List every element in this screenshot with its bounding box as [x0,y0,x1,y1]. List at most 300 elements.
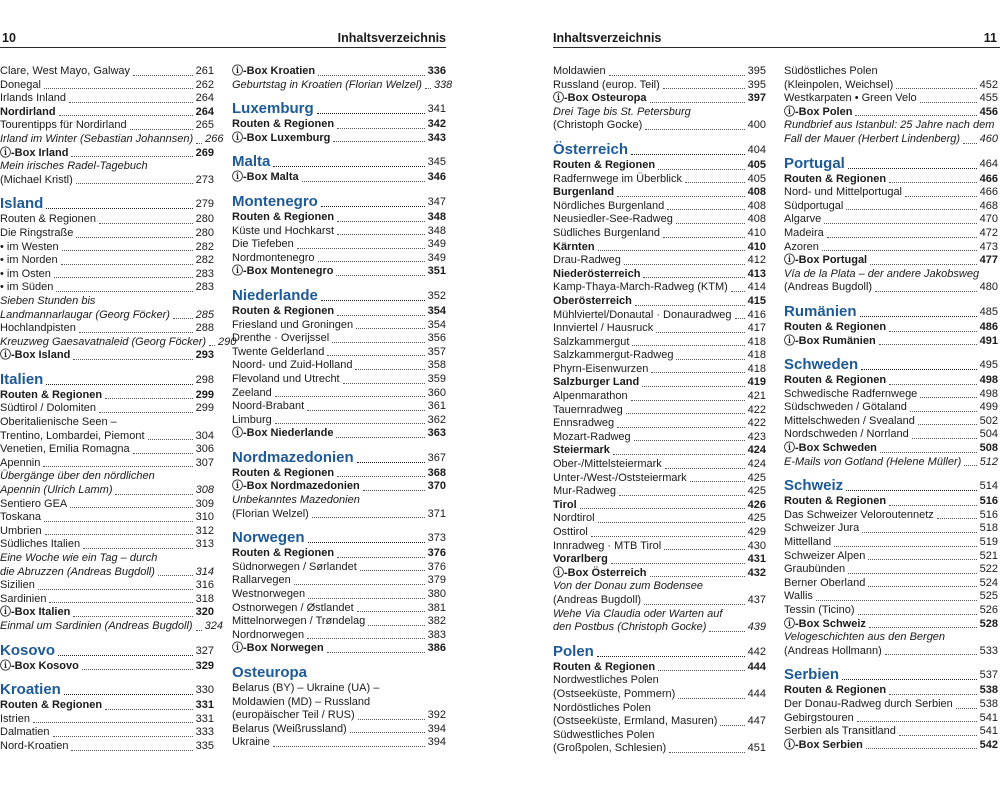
toc-entry-title: Luxemburg [232,100,314,118]
toc-entry-title: Mur-Radweg [553,485,616,498]
toc-entry-page-number: 346 [427,171,446,184]
toc-entry-page-number: 352 [427,289,446,302]
toc-entry-title: Island [0,195,44,213]
toc-entry-page-number: 508 [979,442,998,455]
toc-entry [784,388,998,402]
toc-entry-page-number: 262 [195,78,214,91]
toc-entry-page-number: 424 [747,444,766,457]
toc-entry-title: • im Süden [0,281,54,294]
toc-entry [553,241,766,255]
toc-entry [784,200,998,214]
dot-leader [294,584,425,585]
toc-entry-title: Malta [232,153,271,171]
dot-leader [870,264,977,265]
toc-entry [784,684,998,698]
toc-entry-page-number: 342 [427,118,446,131]
dot-leader [842,679,977,680]
toc-entry-page-number: 360 [427,386,446,399]
dot-leader [889,384,977,385]
toc-section-heading [232,529,446,547]
toc-entry [553,621,766,635]
toc-entry-title: Osttirol [553,526,588,538]
toc-entry-page-number: 424 [747,458,766,471]
toc-entry-page-number: 280 [195,226,214,239]
toc-entry [784,428,998,442]
dot-leader [360,570,425,571]
dot-leader [650,102,745,103]
toc-entry [784,631,998,645]
dot-leader [956,708,977,709]
toc-entry [553,485,766,499]
toc-entry-title: Nord-Kroatien [0,739,69,752]
toc-entry-title: Nordöstliches Polen [553,701,651,714]
toc-entry [553,594,766,608]
toc-entry-title: Sieben Stunden bis [0,294,96,307]
dot-leader [658,169,745,170]
toc-section-heading [553,141,766,159]
toc-entry-page-number: 418 [747,349,766,362]
dot-leader [337,315,425,316]
toc-entry-title: Südöstliches Polen [784,65,878,77]
dot-leader [336,275,424,276]
toc-entry-page-number: 397 [747,92,766,105]
toc-entry-page-number: 280 [195,213,214,226]
toc-entry [0,726,214,740]
toc-entry-page-number: 541 [979,725,998,738]
toc-entry-page-number: 408 [747,213,766,226]
dot-leader [297,248,425,249]
toc-entry [0,699,214,713]
dot-leader [899,735,977,736]
toc-entry-page-number: 382 [427,615,446,628]
toc-entry [784,227,998,241]
toc-section-heading [232,153,446,171]
toc-entry [784,173,998,187]
toc-entry [232,723,446,737]
toc-entry-title: ⓘ-Box Norwegen [232,642,324,655]
toc-entry-title: ⓘ-Box Montenegro [232,265,334,278]
toc-entry [0,241,214,255]
toc-entry [784,645,998,659]
dot-leader [667,209,744,210]
dot-leader [709,631,744,632]
dot-leader [45,534,193,535]
toc-section-heading [553,643,766,661]
toc-section-heading [784,356,998,374]
toc-entry-page-number: 437 [747,593,766,606]
toc-entry-title: ⓘ-Box Kosovo [0,659,79,672]
toc-entry [553,417,766,431]
toc-entry [0,79,214,93]
toc-entry [232,494,446,508]
toc-entry-page-number: 282 [195,240,214,253]
toc-entry-title: Mittelland [784,536,832,549]
toc-entry [553,390,766,404]
dot-leader [308,542,425,543]
dot-leader [43,466,192,467]
toc-entry-page-number: 417 [747,322,766,335]
toc-entry-page-number: 466 [979,172,998,185]
dot-leader [609,75,745,76]
dot-leader [875,291,977,292]
toc-entry [553,173,766,187]
dot-leader [631,400,745,401]
toc-entry-title: Algarve [784,213,822,226]
toc-entry-title: ⓘ-Box Österreich [553,566,647,579]
toc-entry [784,321,998,335]
toc-entry-title: Nördliches Burgenland [553,199,665,212]
toc-entry-title: Limburg [232,413,272,426]
toc-column-3 [553,65,766,756]
toc-entry-page-number: 356 [427,332,446,345]
toc-entry [0,309,214,323]
dot-leader [158,575,193,576]
toc-entry-page-number: 354 [427,304,446,317]
toc-entry-page-number: 314 [195,565,214,578]
toc-entry-title: ⓘ-Box Schweden [784,442,877,455]
toc-entry-page-number: 538 [979,697,998,710]
toc-entry-title: den Postbus (Christoph Gocke) [553,621,707,634]
toc-entry-page-number: 299 [195,388,214,401]
dot-leader [866,748,977,749]
toc-entry-title: Alpenmarathon [553,390,628,403]
toc-entry [0,389,214,403]
dot-leader [105,709,193,710]
toc-entry-title: Tessin (Ticino) [784,604,855,616]
toc-entry [553,65,766,79]
toc-entry [232,629,446,643]
toc-entry-page-number: 349 [427,251,446,264]
dot-leader [73,359,192,360]
toc-entry [553,608,766,622]
dot-leader [336,437,424,438]
dot-leader [71,156,192,157]
dot-leader [597,656,745,657]
toc-entry-page-number: 518 [979,522,998,535]
toc-entry [784,577,998,591]
toc-entry [784,254,998,268]
toc-entry-page-number: 429 [747,526,766,538]
dot-leader [896,88,976,89]
dot-leader [61,264,193,265]
dot-leader [678,698,744,699]
toc-entry [0,106,214,120]
toc-entry-title: Graubünden [784,563,846,576]
toc-entry [784,241,998,255]
toc-entry-title: Neusiedler-See-Radweg [553,213,673,226]
toc-section-heading [232,193,446,211]
toc-entry [0,65,214,79]
toc-entry [553,580,766,594]
toc-entry-title: Südschweden / Götaland [784,401,907,414]
toc-entry-title: Belarus (BY) – Ukraine (UA) – [232,682,380,694]
toc-entry-title: ⓘ-Box Rumänien [784,334,876,347]
toc-entry [0,402,214,416]
toc-entry-page-number: 338 [433,78,453,91]
toc-entry-title: Kreuzweg Gaesavatnaleid (Georg Föcker) [0,335,207,348]
dot-leader [59,115,193,116]
dot-leader [611,563,745,564]
toc-entry [232,211,446,225]
toc-entry-title: Rumänien [784,302,857,320]
toc-entry-page-number: 357 [427,345,446,358]
toc-entry-page-number: 442 [747,645,766,658]
toc-entry-title: Mittelschweden / Svealand [784,414,915,427]
toc-entry [784,550,998,564]
toc-entry-title: Serbien [784,666,840,684]
toc-entry-page-number: 512 [979,455,998,468]
toc-section-heading [0,195,214,213]
toc-entry [553,186,766,200]
dot-leader [307,410,424,411]
dot-leader [83,548,193,549]
toc-entry [784,281,998,295]
dot-leader [321,300,425,301]
toc-entry [232,265,446,279]
dot-leader [318,261,425,262]
toc-entry-title: Ostnorwegen / Østlandet [232,601,354,614]
toc-entry-title: Osteuropa [232,664,308,681]
toc-entry-title: Drau-Radweg [553,254,621,267]
dot-leader [343,383,425,384]
toc-entry-page-number: 283 [195,267,214,280]
toc-entry-title: Gebirgstouren [784,711,854,724]
toc-entry-title: Die Ringstraße [0,226,74,239]
dot-leader [827,237,977,238]
toc-entry [553,444,766,458]
toc-entry-title: Küste und Hochkarst [232,224,335,237]
dot-leader [848,573,976,574]
toc-entry-title: Kamp-Thaya-March-Radweg (KTM) [553,281,728,294]
dot-leader [312,517,425,518]
toc-entry-page-number: 419 [747,376,766,389]
toc-entry [0,335,237,350]
toc-entry-page-number: 519 [979,536,998,549]
left-running-title: Inhaltsverzeichnis [337,31,446,45]
dot-leader [885,654,977,655]
toc-entry-page-number: 290 [218,335,237,348]
toc-entry [0,416,214,430]
toc-entry [0,132,224,147]
toc-entry [553,200,766,214]
dot-leader [858,614,977,615]
toc-entry-title: Portugal [784,154,845,172]
dot-leader [861,369,976,370]
dot-leader [307,638,424,639]
toc-entry-page-number: 379 [427,574,446,587]
toc-entry [784,456,998,470]
dot-leader [357,611,425,612]
toc-entry-title: Routen & Regionen [553,660,656,673]
dot-leader [642,386,744,387]
toc-entry [0,457,214,471]
toc-entry-title: Serbien als Transitland [784,725,896,738]
toc-entry [232,65,446,79]
dot-leader [130,129,193,130]
toc-entry-title: (Andreas Hollmann) [784,644,882,657]
toc-entry-page-number: 477 [979,254,998,267]
toc-entry [232,373,446,387]
toc-entry-page-number: 333 [195,726,214,739]
toc-entry [232,602,446,616]
toc-section-heading [0,642,214,660]
toc-entry [0,511,214,525]
toc-entry-title: Ober-/Mittelsteiermark [553,458,662,471]
toc-entry-page-number: 363 [427,427,446,440]
toc-entry-page-number: 422 [747,403,766,416]
toc-entry [232,588,446,602]
dot-leader [816,600,977,601]
toc-entry-page-number: 264 [195,92,214,105]
toc-entry-title: Dalmatien [0,726,50,739]
toc-entry-page-number: 486 [979,320,998,333]
toc-entry-title: Irland im Winter (Sebastian Johannsen) [0,132,194,145]
toc-entry [0,147,214,161]
dot-leader [664,549,744,550]
dot-leader [920,102,977,103]
toc-section-heading [232,449,446,467]
dot-leader [580,508,745,509]
dot-leader [56,291,192,292]
toc-entry-title: Vorarlberg [553,553,608,566]
toc-entry-page-number: 472 [979,226,998,239]
toc-entry-title: Velogeschichten aus den Bergen [784,631,946,644]
toc-entry-page-number: 361 [427,400,446,413]
toc-entry [232,305,446,319]
toc-entry-page-number: 421 [747,390,766,403]
toc-entry [784,739,998,753]
toc-entry-page-number: 491 [979,334,998,347]
toc-entry [784,119,998,133]
dot-leader [905,196,977,197]
dot-leader [76,183,193,184]
toc-entry-page-number: 466 [979,186,998,199]
dot-leader [356,328,425,329]
toc-entry [553,213,766,227]
toc-entry-page-number: 537 [979,669,998,682]
right-page-header [553,31,1000,47]
toc-entry-title: ⓘ-Box Serbien [784,738,863,751]
toc-entry-title: Mein irisches Radel-Tagebuch [0,160,148,173]
toc-entry-title: Österreich [553,140,629,158]
toc-entry-page-number: 413 [747,267,766,280]
toc-entry [784,133,998,147]
dot-leader [635,305,745,306]
toc-entry-title: ⓘ-Box Niederlande [232,427,334,440]
toc-entry-title: Venetien, Emilia Romagna [0,443,130,456]
toc-entry [232,736,446,750]
dot-leader [690,481,745,482]
toc-entry [553,119,766,133]
toc-entry-title: • im Osten [0,267,51,280]
toc-entry-title: Belarus (Weißrussland) [232,722,347,735]
toc-entry [553,715,766,729]
dot-leader [49,602,192,603]
toc-entry-page-number: 542 [979,738,998,751]
toc-entry-page-number: 423 [747,430,766,443]
toc-entry-page-number: 444 [747,687,766,700]
toc-entry-page-number: 447 [747,715,766,728]
toc-entry-page-number: 331 [195,699,214,712]
toc-entry-title: (europäischer Teil / RUS) [232,709,355,722]
dot-leader [651,372,744,373]
dot-leader [889,505,977,506]
toc-entry-page-number: 343 [427,131,446,144]
toc-entry [0,349,214,363]
toc-section-heading [0,371,214,389]
toc-entry-title: (Kleinpolen, Weichsel) [784,78,894,91]
toc-entry [553,349,766,363]
toc-entry-page-number: 348 [427,224,446,237]
toc-entry [0,606,214,620]
toc-entry-page-number: 485 [979,305,998,318]
dot-leader [425,88,431,89]
dot-leader [663,237,745,238]
dot-leader [624,264,745,265]
toc-entry [553,376,766,390]
toc-entry-title: die Abruzzen (Andreas Bugdoll) [0,565,155,578]
toc-entry [784,79,998,93]
dot-leader [920,397,976,398]
toc-entry-page-number: 264 [195,105,214,118]
toc-entry-title: Sentiero GEA [0,497,68,510]
toc-entry-page-number: 349 [427,238,446,251]
toc-entry-title: Von der Donau zum Bodensee [553,580,704,593]
toc-section-heading [784,303,998,321]
dot-leader [99,223,193,224]
toc-entry [232,400,446,414]
toc-entry-page-number: 362 [427,413,446,426]
toc-entry [0,470,214,484]
toc-entry-page-number: 304 [195,429,214,442]
dot-leader [598,522,745,523]
left-page-header [0,31,446,47]
toc-entry [784,92,998,106]
left-page-number: 10 [2,31,16,45]
dot-leader [645,129,744,130]
toc-entry-title: (Großpolen, Schlesien) [553,742,667,755]
toc-entry-title: Drenthe · Overijssel [232,332,330,345]
toc-entry [553,92,766,106]
toc-entry-page-number: 329 [195,659,214,672]
toc-entry-title: (Andreas Bugdoll) [784,281,873,294]
toc-entry [0,484,214,498]
toc-entry-title: ⓘ-Box Italien [0,606,71,619]
toc-entry-title: Unter-/West-/Oststeiermark [553,471,687,484]
toc-entry-title: Südtirol / Dolomiten [0,402,96,415]
toc-column-1 [0,65,237,754]
toc-entry-page-number: 425 [747,485,766,498]
toc-section-heading [784,155,998,173]
toc-entry-page-number: 516 [979,508,998,521]
toc-entry-page-number: 381 [427,601,446,614]
toc-entry-page-number: 320 [195,606,214,619]
toc-entry-title: Oberösterreich [553,294,632,307]
toc-entry-title: Burgenland [553,186,615,199]
toc-section-heading [784,666,998,684]
toc-entry-title: Istrien [0,712,30,725]
toc-entry-page-number: 538 [979,684,998,697]
toc-entry-title: Friesland und Groningen [232,318,354,331]
toc-entry-title: Nordwestliches Polen [553,674,659,687]
right-header-rule [553,47,1000,48]
toc-entry-page-number: 282 [195,254,214,267]
dot-leader [58,655,193,656]
toc-entry-page-number: 418 [747,362,766,375]
dot-leader [196,143,202,144]
toc-entry [553,309,766,323]
toc-entry-page-number: 425 [747,471,766,484]
